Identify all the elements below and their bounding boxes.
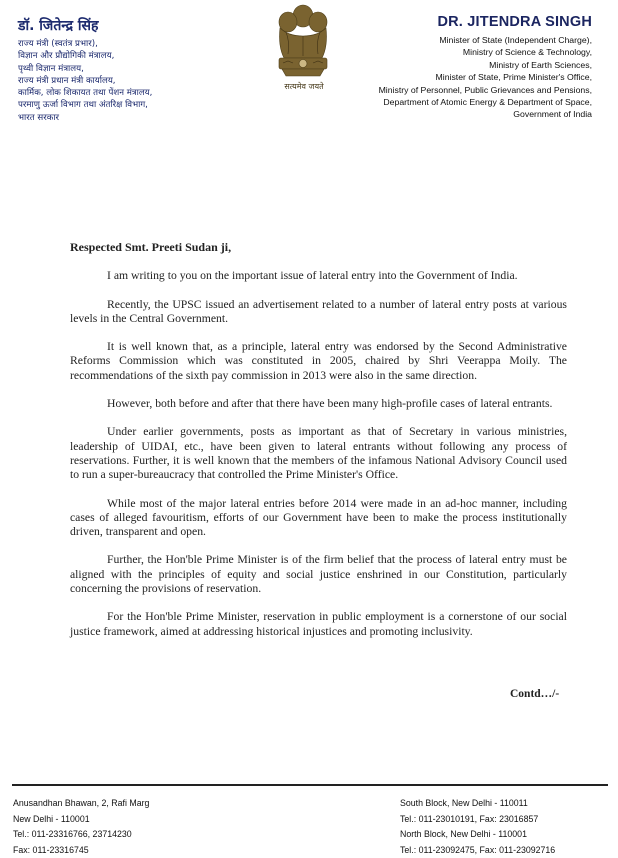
- continued-marker: Contd…/-: [510, 688, 560, 700]
- hindi-designation-line: भारत सरकार: [18, 112, 60, 123]
- footer-line: Tel.: 011-23010191, Fax: 23016857: [400, 813, 539, 824]
- hindi-designation-line: राज्य मंत्री (स्वतंत्र प्रभार),: [18, 39, 98, 49]
- footer-line: New Delhi - 110001: [13, 813, 90, 824]
- english-designation-line: Government of India: [513, 109, 592, 120]
- english-designation-line: Department of Atomic Energy & Department of Space,: [383, 97, 592, 108]
- hindi-designation-line: विज्ञान और प्रौद्योगिकी मंत्रालय,: [18, 51, 115, 62]
- letter-body: [70, 240, 567, 653]
- english-address-block: [292, 14, 592, 121]
- footer-line: Fax: 011-23316745: [13, 844, 89, 855]
- english-designation-line: Minister of State, Prime Minister's Office,: [435, 72, 592, 83]
- english-designation-line: Minister of State (Independent Charge),: [439, 35, 592, 45]
- hindi-designation-line: राज्य मंत्री प्रधान मंत्री कार्यालय,: [18, 75, 116, 86]
- footer-line: South Block, New Delhi - 110011: [400, 798, 528, 808]
- footer-address-right: [400, 796, 555, 858]
- footer-line: Tel.: 011-23092475, Fax: 011-23092716: [400, 844, 556, 855]
- letter-paragraph: However, both before and after that there have been many high-profile cases of lateral entrants.: [107, 397, 553, 411]
- footer-divider: [12, 784, 608, 786]
- hindi-designation-line: कार्मिक, लोक शिकायत तथा पेंशन मंत्रालय,: [18, 88, 153, 99]
- letter-paragraph: While most of the major lateral entries before 2014 were made in an ad-hoc manner, including cases of alleged favouritism, efforts of our Government have been to make the process institutionally driven, transparent and open.: [70, 496, 567, 539]
- hindi-designation-line: परमाणु ऊर्जा विभाग तथा अंतरिक्ष विभाग,: [18, 100, 148, 111]
- letterhead: [0, 0, 618, 135]
- hindi-designation-line: पृथ्वी विज्ञान मंत्रालय,: [18, 63, 84, 74]
- letter-paragraph: I am writing to you on the important issue of lateral entry into the Government of India.: [107, 269, 518, 283]
- hindi-address-block: [18, 16, 248, 124]
- english-designation-line: Ministry of Science & Technology,: [462, 47, 592, 58]
- hindi-minister-name: डॉ. जितेन्द्र सिंह: [18, 18, 99, 34]
- letter-paragraph: It is well known that, as a principle, lateral entry was endorsed by the Second Administrative Reforms Commission which was constituted in 2005, chaired by Shri Veerappa Moily. The recommendations of the sixth pay commission in 2013 were also in the same direction.: [70, 340, 567, 382]
- salutation: Respected Smt. Preeti Sudan ji,: [70, 240, 232, 254]
- footer-line: Tel.: 011-23316766, 23714230: [13, 829, 132, 840]
- letter-paragraph: Recently, the UPSC issued an advertisement related to a number of lateral entry posts at various levels in the Central Government.: [70, 297, 567, 325]
- english-minister-name: DR. JITENDRA SINGH: [437, 14, 592, 30]
- letter-paragraph: Further, the Hon'ble Prime Minister is of the firm belief that the process of lateral entry must be aligned with the principles of equity and social justice enshrined in our Constitution, particularly concerning the provisions of reservation.: [70, 553, 567, 596]
- english-designation-line: Ministry of Earth Sciences,: [489, 59, 592, 70]
- letter-paragraph: For the Hon'ble Prime Minister, reservation in public employment is a cornerstone of our social justice framework, aimed at addressing historical injustices and promoting inclusivity.: [70, 610, 567, 638]
- footer-line: North Block, New Delhi - 110001: [400, 829, 527, 840]
- english-designation-line: Ministry of Personnel, Public Grievances and Pensions,: [378, 84, 592, 95]
- emblem-motto: सत्यमेव जयते: [284, 82, 324, 91]
- footer-address-left: [13, 796, 149, 858]
- footer-line: Anusandhan Bhawan, 2, Rafi Marg: [13, 798, 150, 808]
- letter-paragraph: Under earlier governments, posts as important as that of Secretary in various ministries, leadership of UIDAI, etc., have been given to lateral entrants without following any process of reservations. Further, it is well known that the members of the infamous National Advisory Council used to run a super-bureaucracy that controlled the Prime Minister's Office.: [70, 425, 567, 482]
